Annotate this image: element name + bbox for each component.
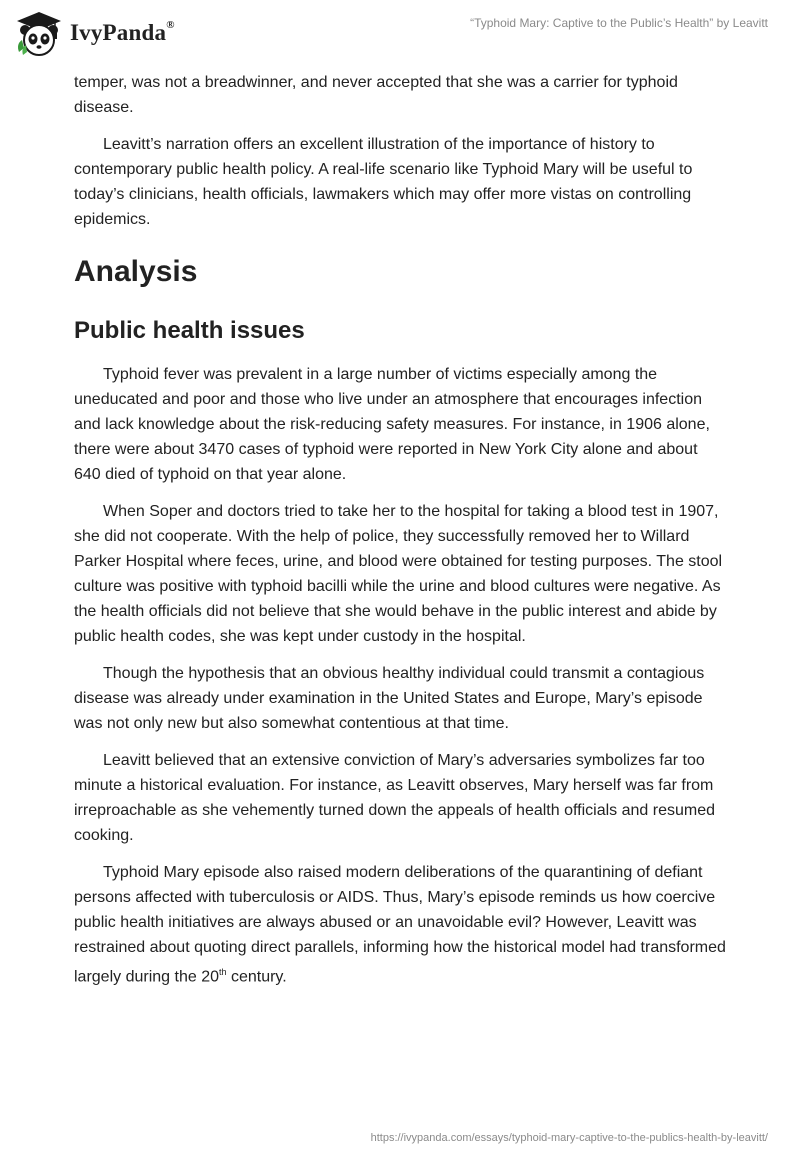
source-url[interactable]: https://ivypanda.com/essays/typhoid-mary-captive-to-the-publics-health-by-leavitt/ <box>370 1132 768 1144</box>
paragraph: Typhoid fever was prevalent in a large number of victims especially among the uneducated and poor and those who live under an atmosphere that encourages infection and lack knowledge about the risk-reducing safety measures. For instance, in 1906 alone, there were about 3470 cases of typhoid were reported in New York City alone and about 640 died of typhoid on that year alone. <box>74 366 710 483</box>
paragraph-text: Typhoid Mary episode also raised modern deliberations of the quarantining of defiant persons affected with tuberculosis or AIDS. Thus, Mary’s episode reminds us how coercive public health initiatives are always abused or an unavoidable evil? However, Leavitt was restrained about quoting direct parallels, informing how the historical model had transformed largely during the 20 <box>74 864 726 986</box>
paragraph: Leavitt believed that an extensive conviction of Mary’s adversaries symbolizes far too minute a historical evaluation. For instance, as Leavitt observes, Mary herself was far from irreproachable as she vehemently turned down the appeals of health officials and resumed cooking. <box>74 752 715 844</box>
brand-name: IvyPanda® <box>70 19 175 45</box>
document-body <box>74 70 726 1001</box>
paragraph: temper, was not a breadwinner, and never accepted that she was a carrier for typhoid disease. <box>74 74 678 116</box>
paragraph-text-end: century. <box>226 968 287 986</box>
subsection-heading: Public health issues <box>74 317 305 344</box>
paragraph: When Soper and doctors tried to take her to the hospital for taking a blood test in 1907, she did not cooperate. With the help of police, they successfully removed her to Willard Parker Hospital where feces, urine, and blood were obtained for testing purposes. The stool culture was positive with typhoid bacilli while the urine and blood cultures were negative. As the health officials did not believe that she would behave in the public interest and abide by public health codes, she was kept under custody in the hospital. <box>74 503 723 645</box>
ordinal-suffix: th <box>218 967 227 977</box>
ivypanda-logo[interactable] <box>14 8 175 58</box>
section-heading: Analysis <box>74 255 198 288</box>
paragraph <box>74 860 726 989</box>
paragraph: Though the hypothesis that an obvious healthy individual could transmit a contagious disease was already under examination in the United States and Europe, Mary’s episode was not only new but also somewhat contentious at that time. <box>74 665 705 732</box>
page-header <box>0 0 800 70</box>
paragraph: Leavitt’s narration offers an excellent illustration of the importance of history to contemporary public health policy. A real-life scenario like Typhoid Mary will be useful to today’s clinicians, health officials, lawmakers which may offer more vistas on controlling epidemics. <box>74 136 693 228</box>
panda-icon <box>14 8 64 58</box>
running-title: “Typhoid Mary: Captive to the Public’s Health” by Leavitt <box>470 16 768 30</box>
